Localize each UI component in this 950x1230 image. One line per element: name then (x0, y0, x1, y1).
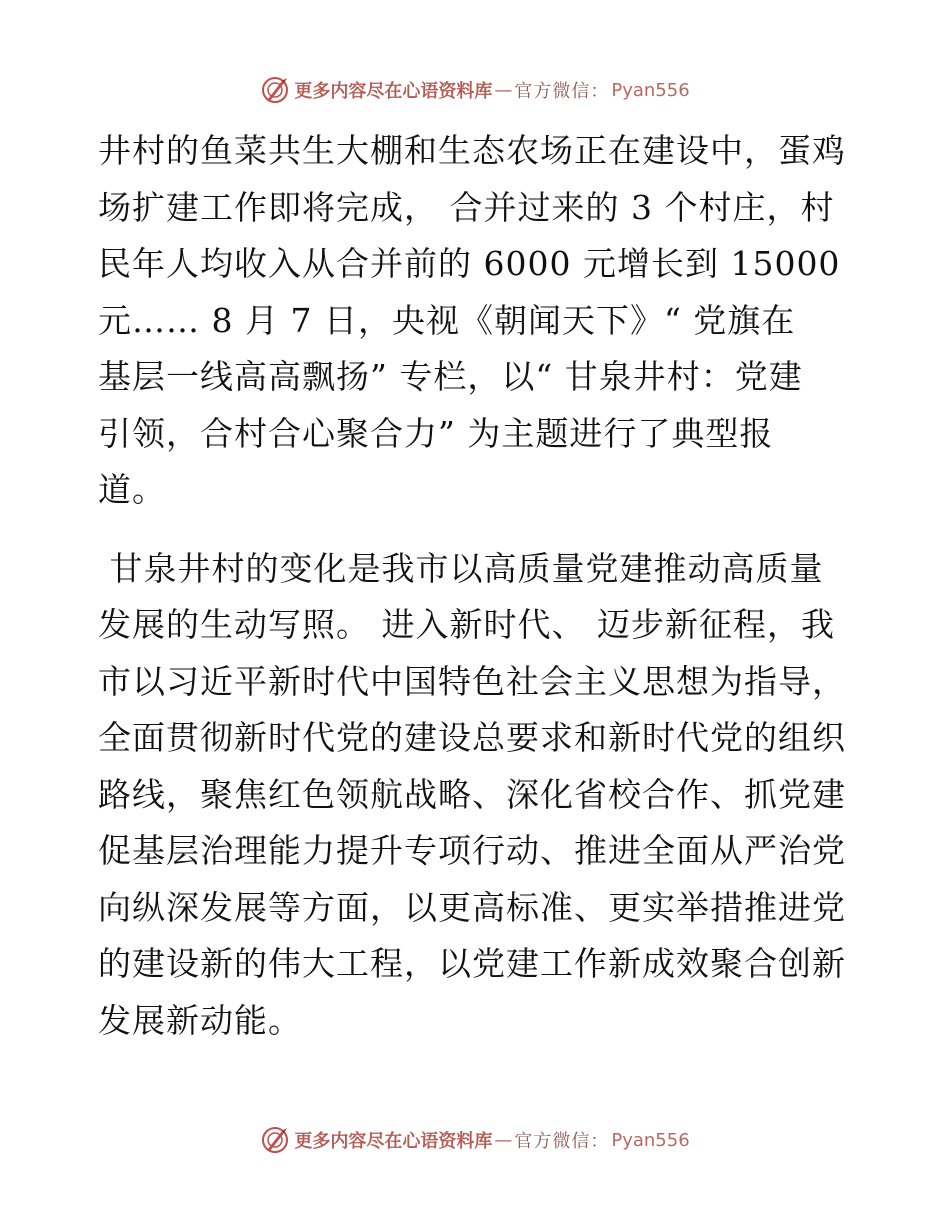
paragraph-line: 道。 (98, 470, 166, 509)
banner-main-text: 更多内容尽在心语资料库 (294, 1131, 493, 1152)
quill-pen-logo-icon (260, 75, 290, 105)
paragraph-line: 甘泉井村的变化是我市以高质量党建推动高质量 (98, 548, 824, 588)
banner-main-text: 更多内容尽在心语资料库 (294, 81, 493, 102)
paragraph-line: 基层一线高高飘扬” 专栏，以“ 甘泉井村：党建 (98, 357, 803, 396)
banner-wechat-id: Pyan556 (611, 79, 690, 101)
paragraph-1 (98, 123, 858, 519)
paragraph-line: 发展新动能。 (98, 1000, 302, 1040)
paragraph-line: 民年人均收入从合并前的 6000 元增长到 15000 (98, 244, 841, 283)
paragraph-line: 路线，聚焦红色领航战略、深化省校合作、抓党建 (98, 774, 846, 814)
banner-wechat-id: Pyan556 (611, 1129, 690, 1151)
banner-wechat-label: 官方微信： (514, 81, 610, 102)
paragraph-line: 发展的生动写照。 进入新时代、 迈步新征程，我 (98, 605, 835, 644)
paragraph-gap (98, 519, 858, 541)
paragraph-line: 元…… 8 月 7 日，央视《朝闻天下》“ 党旗在 (98, 300, 796, 340)
paragraph-2 (98, 541, 858, 1050)
paragraph-line: 向纵深发展等方面，以更高标准、更实举措推进党 (98, 887, 846, 927)
paragraph-line: 的建设新的伟大工程，以党建工作新成效聚合创新 (98, 944, 846, 983)
header-watermark-banner (0, 70, 950, 110)
paragraph-line: 井村的鱼菜共生大棚和生态农场正在建设中，蛋鸡 (98, 131, 846, 170)
document-body (98, 123, 858, 1049)
banner-dash: — (494, 1129, 513, 1151)
banner-wechat-label: 官方微信： (514, 1131, 610, 1152)
footer-watermark-banner (0, 1120, 950, 1160)
paragraph-line: 场扩建工作即将完成， 合并过来的 3 个村庄，村 (98, 187, 835, 227)
paragraph-line: 市以习近平新时代中国特色社会主义思想为指导， (98, 661, 846, 701)
paragraph-line: 引领，合村合心聚合力” 为主题进行了典型报 (98, 413, 774, 453)
paragraph-line: 促基层治理能力提升专项行动、推进全面从严治党 (98, 831, 846, 870)
paragraph-line: 全面贯彻新时代党的建设总要求和新时代党的组织 (98, 718, 846, 757)
quill-pen-logo-icon (260, 1125, 290, 1155)
banner-dash: — (494, 79, 513, 101)
